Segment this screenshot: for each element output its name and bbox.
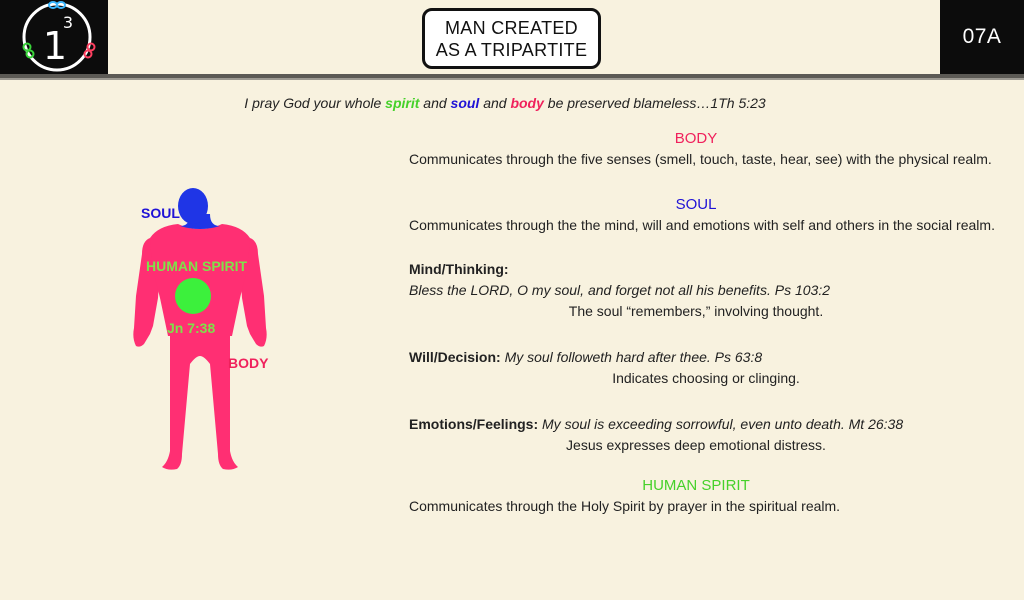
logo (0, 0, 108, 74)
page-title: MAN CREATED AS A TRIPARTITE (422, 8, 601, 69)
subsection-emotions-quote: My soul is exceeding sorrowful, even unto death. Mt 26:38 (542, 416, 904, 432)
subsection-will-note: Indicates choosing or clinging. (612, 370, 800, 386)
subsection-will (409, 347, 1009, 389)
subsection-emotions-note: Jesus expresses deep emotional distress. (566, 437, 826, 453)
verse-word-spirit: spirit (385, 95, 420, 111)
spirit-circle (175, 278, 211, 314)
figure-label-soul: SOUL (141, 205, 180, 221)
subsection-emotions (409, 414, 1009, 456)
section-soul-desc: Communicates through the the mind, will and emotions with self and others in the social realm. (409, 217, 995, 233)
verse-word-soul: soul (450, 95, 480, 111)
subsection-mind (409, 259, 1009, 322)
content-panel (409, 130, 1009, 533)
figure-label-human-spirit: HUMAN SPIRIT (146, 258, 248, 274)
verse-suffix: be preserved blameless…1Th 5:23 (543, 95, 766, 111)
section-soul-heading: SOUL (675, 196, 717, 213)
section-body-desc: Communicates through the five senses (smell, touch, taste, hear, see) with the physical realm. (409, 151, 992, 167)
subsection-mind-quote: Bless the LORD, O my soul, and forget not all his benefits. Ps 103:2 (409, 282, 830, 298)
subsection-will-quote: My soul followeth hard after thee. Ps 63:8 (504, 349, 763, 365)
logo-digit: 1 (42, 24, 68, 68)
logo-exponent: 3 (62, 13, 74, 32)
section-soul (409, 196, 1009, 235)
section-spirit-heading: HUMAN SPIRIT (642, 477, 750, 494)
verse-prefix: I pray God your whole (244, 95, 386, 111)
page-number: 07A (940, 0, 1024, 74)
verse-and-2: and (479, 95, 511, 111)
verse-and-1: and (419, 95, 451, 111)
verse-line (0, 95, 1010, 111)
subsection-emotions-title: Emotions/Feelings: (409, 416, 539, 432)
header-bar (0, 0, 1024, 74)
header-divider (0, 74, 1024, 80)
section-spirit (409, 477, 1009, 516)
figure-label-body: BODY (228, 355, 269, 371)
figure-label-reference: Jn 7:38 (167, 320, 216, 336)
subsection-will-title: Will/Decision: (409, 349, 501, 365)
subsection-mind-title: Mind/Thinking: (409, 261, 509, 277)
subsection-mind-note: The soul “remembers,” involving thought. (568, 303, 824, 319)
section-body-heading: BODY (674, 130, 718, 147)
verse-word-body: body (510, 95, 544, 111)
figure-legs (162, 336, 238, 470)
section-spirit-desc: Communicates through the Holy Spirit by prayer in the spiritual realm. (409, 498, 841, 514)
figure-head (178, 188, 208, 224)
logo-icon (0, 0, 108, 74)
section-body (409, 130, 1009, 169)
